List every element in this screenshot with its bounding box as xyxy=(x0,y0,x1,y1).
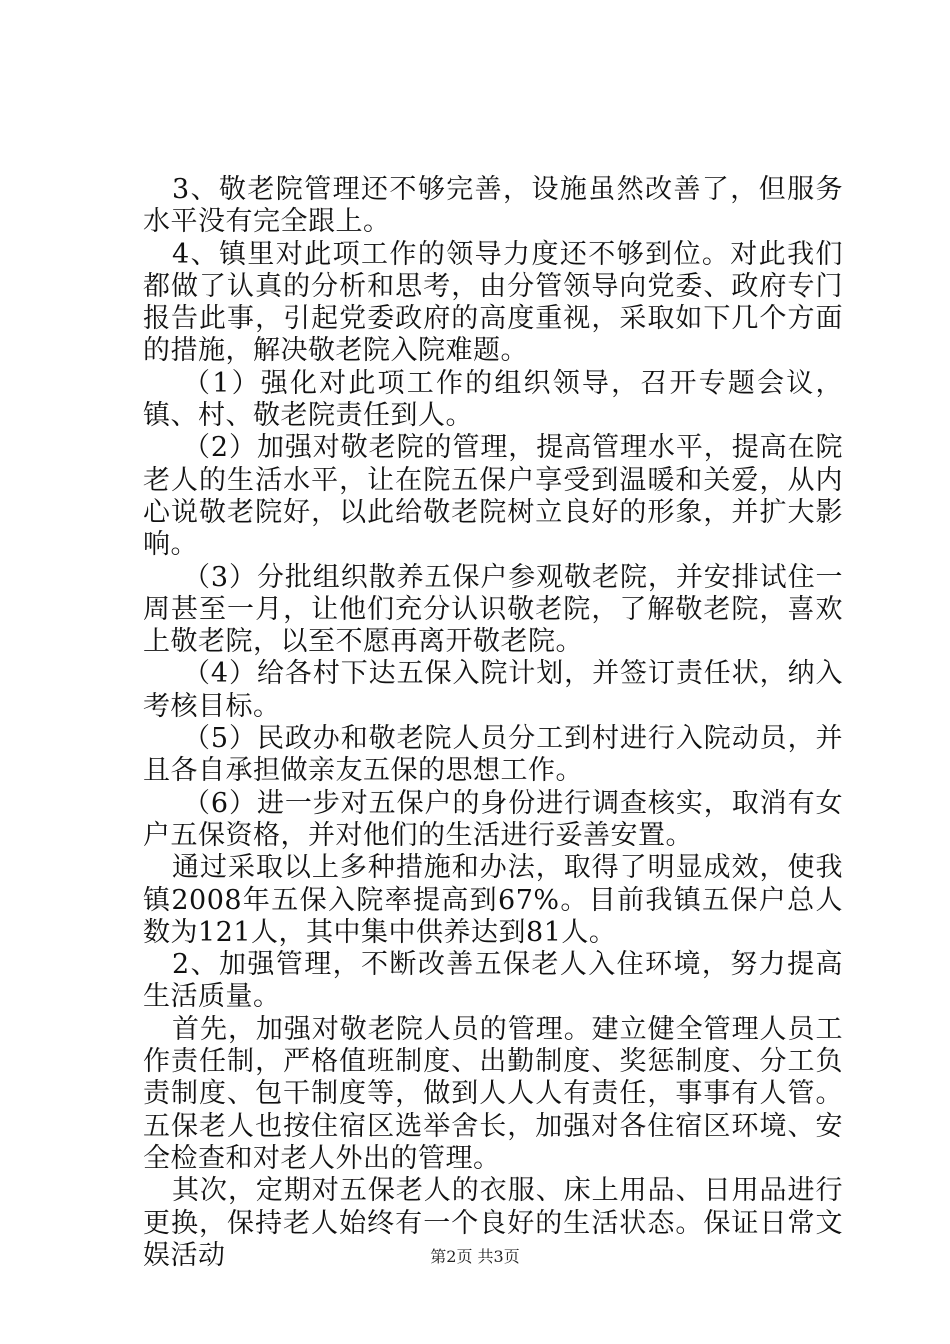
paragraph-measure-1: （1）强化对此项工作的组织领导，召开专题会议，镇、村、敬老院责任到人。 xyxy=(143,367,843,432)
document-body xyxy=(143,174,843,1272)
paragraph-item-3: 3、敬老院管理还不够完善，设施虽然改善了，但服务水平没有完全跟上。 xyxy=(143,174,843,238)
paragraph-results: 通过采取以上多种措施和办法，取得了明显成效，使我镇2008年五保入院率提高到67%。目前我镇五保户总人数为121人，其中集中供养达到81人。 xyxy=(143,852,843,948)
paragraph-section-2: 2、加强管理，不断改善五保老人入住环境，努力提高生活质量。 xyxy=(143,949,843,1013)
paragraph-measure-4: （4）给各村下达五保入院计划，并签订责任状，纳入考核目标。 xyxy=(143,658,843,722)
paragraph-measure-5: （5）民政办和敬老院人员分工到村进行入院动员，并且各自承担做亲友五保的思想工作。 xyxy=(143,723,843,787)
paragraph-item-4: 4、镇里对此项工作的领导力度还不够到位。对此我们都做了认真的分析和思考，由分管领导向党委、政府专门报告此事，引起党委政府的高度重视，采取如下几个方面的措施，解决敬老院入院难题。 xyxy=(143,238,843,367)
paragraph-first: 首先，加强对敬老院人员的管理。建立健全管理人员工作责任制，严格值班制度、出勤制度、奖惩制度、分工负责制度、包干制度等，做到人人人有责任，事事有人管。五保老人也按住宿区选举舍长，加强对各住宿区环境、安全检查和对老人外出的管理。 xyxy=(143,1013,843,1174)
paragraph-measure-3: （3）分批组织散养五保户参观敬老院，并安排试住一周甚至一月，让他们充分认识敬老院，了解敬老院，喜欢上敬老院，以至不愿再离开敬老院。 xyxy=(143,561,843,658)
page-footer: 第2页 共3页 xyxy=(430,1247,520,1266)
paragraph-second: 其次，定期对五保老人的衣服、床上用品、日用品进行更换，保持老人始终有一个良好的生活状态。保证日常文娱活动 xyxy=(143,1175,843,1271)
paragraph-measure-6: （6）进一步对五保户的身份进行调查核实，取消有女户五保资格，并对他们的生活进行妥善安置。 xyxy=(143,787,843,851)
paragraph-measure-2: （2）加强对敬老院的管理，提高管理水平，提高在院老人的生活水平，让在院五保户享受到温暖和关爱，从内心说敬老院好，以此给敬老院树立良好的形象，并扩大影响。 xyxy=(143,432,843,561)
